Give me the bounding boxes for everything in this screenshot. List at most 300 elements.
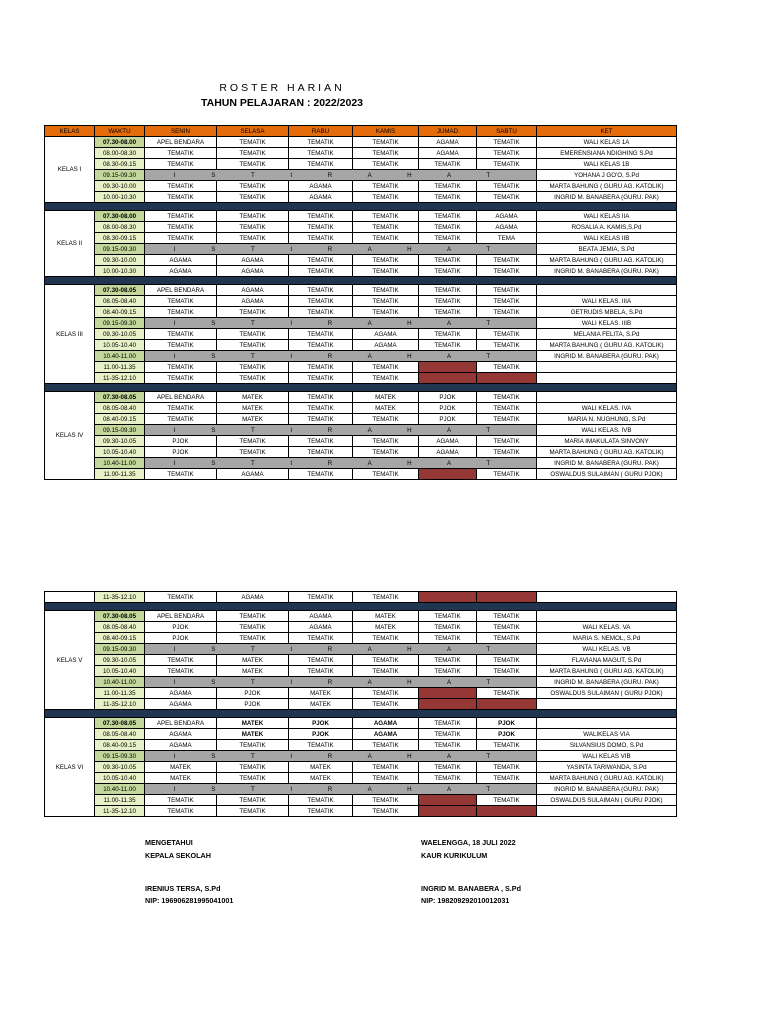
subject-cell: TEMATIK (419, 666, 477, 677)
subject-cell: AGAMA (217, 285, 289, 296)
table-row (45, 729, 677, 740)
subject-cell: TEMATIK (419, 762, 477, 773)
subject-cell: TEMATIK (217, 192, 289, 203)
sig-left-name: IRENIUS TERSA, S.Pd (145, 884, 221, 893)
ket-cell: INGRID M. BANABERA (GURU. PAK) (537, 458, 677, 469)
subject-cell: TEMATIK (419, 329, 477, 340)
subject-cell: AGAMA (419, 137, 477, 148)
subject-cell: TEMATIK (477, 137, 537, 148)
subject-cell: TEMATIK (145, 233, 217, 244)
empty-slot-cell (477, 806, 537, 817)
table-row (45, 373, 677, 384)
ket-cell (537, 806, 677, 817)
subject-cell: TEMATIK (353, 296, 419, 307)
subject-cell: TEMATIK (145, 329, 217, 340)
subject-cell: TEMATIK (217, 233, 289, 244)
empty-slot-cell (419, 688, 477, 699)
empty-slot-cell (419, 373, 477, 384)
subject-cell: TEMATIK (289, 340, 353, 351)
subject-cell: TEMATIK (145, 148, 217, 159)
istirahat-cell: I S T I R A H A T (145, 784, 537, 795)
ket-cell: MARTA BAHUNG ( GURU AG. KATOLIK) (537, 340, 677, 351)
subject-cell: TEMATIK (217, 159, 289, 170)
subject-cell: TEMATIK (289, 806, 353, 817)
subject-cell: TEMATIK (289, 255, 353, 266)
column-header: SELASA (217, 126, 289, 137)
subject-cell: TEMATIK (353, 655, 419, 666)
subject-cell: TEMATIK (353, 307, 419, 318)
ket-cell: INGRID M. BANABERA (GURU. PAK) (537, 351, 677, 362)
subject-cell: TEMATIK (419, 611, 477, 622)
subject-cell: PJOK (145, 633, 217, 644)
table-row (45, 740, 677, 751)
table-row (45, 211, 677, 222)
time-cell: 09.30-10.05 (95, 436, 145, 447)
time-cell: 09.15-09.30 (95, 751, 145, 762)
table-row (45, 447, 677, 458)
istirahat-cell: I S T I R A H A T (145, 751, 537, 762)
subject-cell: TEMATIK (353, 762, 419, 773)
empty-slot-cell (477, 699, 537, 710)
roster-table-page2 (44, 591, 677, 817)
ket-cell: GETRUDIS MBELA, S.Pd (537, 307, 677, 318)
ket-cell (537, 285, 677, 296)
subject-cell: AGAMA (145, 688, 217, 699)
subject-cell: TEMATIK (289, 633, 353, 644)
subject-cell: TEMATIK (419, 633, 477, 644)
class-label: KELAS IV (45, 392, 95, 480)
time-cell: 10.05-10.40 (95, 666, 145, 677)
table-row (45, 622, 677, 633)
column-header: RABU (289, 126, 353, 137)
table-row (45, 255, 677, 266)
subject-cell: TEMATIK (419, 192, 477, 203)
time-cell: 11.00-11.35 (95, 795, 145, 806)
subject-cell: TEMATIK (217, 773, 289, 784)
subject-cell: TEMATIK (289, 233, 353, 244)
time-cell: 08.00-08.30 (95, 222, 145, 233)
ket-cell: INGRID M. BANABERA (GURU. PAK) (537, 784, 677, 795)
subject-cell: TEMATIK (353, 137, 419, 148)
class-label: KELAS III (45, 285, 95, 384)
subject-cell: TEMATIK (145, 403, 217, 414)
subject-cell: TEMATIK (353, 447, 419, 458)
subject-cell: TEMATIK (217, 740, 289, 751)
ket-cell: WALI KELAS. IIIA (537, 296, 677, 307)
class-separator (45, 277, 677, 285)
subject-cell: TEMATIK (145, 795, 217, 806)
subject-cell: TEMATIK (217, 436, 289, 447)
istirahat-cell: I S T I R A H A T (145, 425, 537, 436)
subject-cell: AGAMA (419, 447, 477, 458)
subject-cell: PJOK (419, 414, 477, 425)
subject-cell: AGAMA (217, 469, 289, 480)
subject-cell: TEMATIK (217, 622, 289, 633)
subject-cell: MATEK (289, 699, 353, 710)
subject-cell: TEMATIK (477, 795, 537, 806)
subject-cell: TEMATIK (145, 414, 217, 425)
subject-cell: TEMATIK (353, 773, 419, 784)
subject-cell: TEMATIK (353, 192, 419, 203)
table-row (45, 285, 677, 296)
break-row (45, 751, 677, 762)
time-cell: 11.00-11.35 (95, 688, 145, 699)
separator-cell (45, 277, 677, 285)
subject-cell: TEMATIK (419, 255, 477, 266)
ket-cell: YASINTA TARIWANDA, S.Pd (537, 762, 677, 773)
subject-cell: TEMATIK (289, 159, 353, 170)
subject-cell: AGAMA (289, 181, 353, 192)
time-cell: 09.30-10.00 (95, 255, 145, 266)
separator-cell (45, 384, 677, 392)
subject-cell: TEMATIK (477, 688, 537, 699)
subject-cell: TEMATIK (145, 307, 217, 318)
subject-cell: TEMATIK (289, 740, 353, 751)
subject-cell: TEMATIK (289, 296, 353, 307)
subject-cell: TEMATIK (353, 699, 419, 710)
ket-cell: ROSALIA A. KAMIS,S.Pd (537, 222, 677, 233)
time-cell: 11-35-12.10 (95, 699, 145, 710)
column-header: WAKTU (95, 126, 145, 137)
subject-cell: TEMATIK (477, 159, 537, 170)
subject-cell: TEMATIK (353, 740, 419, 751)
subject-cell: TEMATIK (217, 340, 289, 351)
page-title: ROSTER HARIAN (219, 82, 345, 94)
subject-cell: TEMATIK (353, 233, 419, 244)
page-subtitle: TAHUN PELAJARAN : 2022/2023 (200, 97, 364, 109)
subject-cell: MATEK (217, 729, 289, 740)
column-header: SABTU (477, 126, 537, 137)
subject-cell: PJOK (289, 729, 353, 740)
subject-cell: MATEK (217, 718, 289, 729)
empty-slot-cell (419, 469, 477, 480)
subject-cell: TEMATIK (419, 729, 477, 740)
subject-cell: TEMATIK (477, 255, 537, 266)
istirahat-cell: I S T I R A H A T (145, 318, 537, 329)
subject-cell: TEMATIK (353, 266, 419, 277)
class-separator (45, 384, 677, 392)
subject-cell: TEMA (477, 233, 537, 244)
subject-cell: TEMATIK (353, 222, 419, 233)
subject-cell: TEMATIK (289, 666, 353, 677)
break-row (45, 458, 677, 469)
subject-cell: AGAMA (419, 436, 477, 447)
subject-cell: TEMATIK (419, 266, 477, 277)
subject-cell: TEMATIK (289, 329, 353, 340)
time-cell: 08.05-08.40 (95, 296, 145, 307)
subject-cell: TEMATIK (217, 148, 289, 159)
empty-slot-cell (419, 699, 477, 710)
table-row (45, 392, 677, 403)
subject-cell: MATEK (353, 392, 419, 403)
time-cell: 10.05-10.40 (95, 447, 145, 458)
subject-cell: AGAMA (217, 592, 289, 603)
ket-cell: WALI KELAS IIB (537, 233, 677, 244)
break-row (45, 170, 677, 181)
subject-cell: TEMATIK (477, 447, 537, 458)
time-cell: 08.40-09.15 (95, 633, 145, 644)
subject-cell: TEMATIK (289, 362, 353, 373)
subject-cell: MATEK (145, 762, 217, 773)
ket-cell: WALI KELAS 1B (537, 159, 677, 170)
time-cell: 07.30-08.00 (95, 137, 145, 148)
ket-cell: MARIA S. NEMOL, S.Pd (537, 633, 677, 644)
subject-cell: TEMATIK (289, 392, 353, 403)
time-cell: 08.40-09.15 (95, 414, 145, 425)
subject-cell: TEMATIK (353, 806, 419, 817)
break-row (45, 351, 677, 362)
ket-cell: FLAVIANA MAGUT, S.Pd (537, 655, 677, 666)
ket-cell (537, 611, 677, 622)
subject-cell: TEMATIK (289, 592, 353, 603)
table-row (45, 192, 677, 203)
separator-cell (45, 603, 677, 611)
subject-cell: TEMATIK (217, 795, 289, 806)
subject-cell: TEMATIK (289, 447, 353, 458)
sig-right-nip: NIP: 198209292010012031 (421, 896, 510, 905)
time-cell: 11-35-12.10 (95, 806, 145, 817)
subject-cell: AGAMA (353, 729, 419, 740)
subject-cell: MATEK (217, 392, 289, 403)
subject-cell: TEMATIK (217, 211, 289, 222)
table-row (45, 688, 677, 699)
table-row (45, 611, 677, 622)
time-cell: 09.30-10.00 (95, 181, 145, 192)
subject-cell: TEMATIK (289, 795, 353, 806)
table-row (45, 340, 677, 351)
subject-cell: APEL BENDARA (145, 137, 217, 148)
table-row (45, 633, 677, 644)
subject-cell: AGAMA (289, 622, 353, 633)
subject-cell: TEMATIK (145, 592, 217, 603)
ket-cell: BEATA JEMIA, S.Pd (537, 244, 677, 255)
subject-cell: TEMATIK (353, 666, 419, 677)
column-header: JUMAD (419, 126, 477, 137)
subject-cell: TEMATIK (353, 159, 419, 170)
ket-cell: SILVANSIUS DOMO, S.Pd (537, 740, 677, 751)
table-row (45, 362, 677, 373)
time-cell: 07.30-08.05 (95, 611, 145, 622)
time-cell: 11.00-11.35 (95, 469, 145, 480)
time-cell: 10.40-11.00 (95, 677, 145, 688)
time-cell: 07.30-08.05 (95, 285, 145, 296)
subject-cell: TEMATIK (477, 740, 537, 751)
subject-cell: TEMATIK (145, 159, 217, 170)
time-cell: 11.00-11.35 (95, 362, 145, 373)
subject-cell: TEMATIK (477, 611, 537, 622)
subject-cell: TEMATIK (217, 362, 289, 373)
table-row (45, 592, 677, 603)
subject-cell: MATEK (145, 773, 217, 784)
table-row (45, 699, 677, 710)
subject-cell: TEMATIK (477, 403, 537, 414)
sig-left-line1: MENGETAHUI (145, 838, 193, 847)
istirahat-cell: I S T I R A H A T (145, 244, 537, 255)
table-row (45, 436, 677, 447)
ket-cell (537, 373, 677, 384)
table-row (45, 329, 677, 340)
subject-cell: TEMATIK (353, 688, 419, 699)
ket-cell: YOHANA J GO'O, S.Pd (537, 170, 677, 181)
table-row (45, 666, 677, 677)
time-cell: 07.30-08.05 (95, 718, 145, 729)
time-cell: 08.05-08.40 (95, 403, 145, 414)
subject-cell: AGAMA (289, 611, 353, 622)
ket-cell: INGRID M. BANABERA (GURU. PAK) (537, 266, 677, 277)
subject-cell: TEMATIK (145, 469, 217, 480)
subject-cell: TEMATIK (145, 806, 217, 817)
ket-cell: WALI KELAS 1A (537, 137, 677, 148)
subject-cell: TEMATIK (419, 655, 477, 666)
time-cell: 08.05-08.40 (95, 622, 145, 633)
table-row (45, 159, 677, 170)
time-cell: 11-35-12.10 (95, 373, 145, 384)
class-separator (45, 603, 677, 611)
time-cell: 09.15-09.30 (95, 170, 145, 181)
column-header: KELAS (45, 126, 95, 137)
subject-cell: TEMATIK (353, 436, 419, 447)
table-row (45, 137, 677, 148)
ket-cell: MELANIA FELITA, S.Pd (537, 329, 677, 340)
subject-cell: TEMATIK (477, 469, 537, 480)
empty-slot-cell (419, 592, 477, 603)
subject-cell: TEMATIK (217, 137, 289, 148)
empty-slot-cell (419, 806, 477, 817)
subject-cell: AGAMA (217, 255, 289, 266)
ket-cell (537, 362, 677, 373)
break-row (45, 425, 677, 436)
ket-cell (537, 699, 677, 710)
istirahat-cell: I S T I R A H A T (145, 677, 537, 688)
sig-right-line2: KAUR KURIKULUM (421, 851, 488, 860)
subject-cell: TEMATIK (289, 266, 353, 277)
subject-cell: TEMATIK (477, 307, 537, 318)
separator-cell (45, 710, 677, 718)
time-cell: 07.30-08.05 (95, 392, 145, 403)
empty-slot-cell (419, 795, 477, 806)
time-cell: 08.30-09.15 (95, 233, 145, 244)
table-row (45, 795, 677, 806)
subject-cell: TEMATIK (353, 633, 419, 644)
time-cell: 08.40-09.15 (95, 740, 145, 751)
subject-cell: AGAMA (217, 266, 289, 277)
subject-cell: TEMATIK (145, 340, 217, 351)
subject-cell: TEMATIK (353, 592, 419, 603)
subject-cell: MATEK (289, 688, 353, 699)
ket-cell (537, 592, 677, 603)
time-cell: 10.00-10.30 (95, 266, 145, 277)
subject-cell: MATEK (217, 666, 289, 677)
time-cell: 10.05-10.40 (95, 773, 145, 784)
subject-cell: TEMATIK (145, 181, 217, 192)
ket-cell: WALI KELAS VIB (537, 751, 677, 762)
ket-cell: OSWALDUS SULAIMAN ( GURU PJOK) (537, 688, 677, 699)
subject-cell: TEMATIK (217, 611, 289, 622)
subject-cell: TEMATIK (353, 181, 419, 192)
subject-cell: TEMATIK (477, 762, 537, 773)
subject-cell: MATEK (217, 414, 289, 425)
ket-cell: MARTA BAHUNG ( GURU AG. KATOLIK) (537, 255, 677, 266)
istirahat-cell: I S T I R A H A T (145, 351, 537, 362)
class-separator (45, 710, 677, 718)
subject-cell: MATEK (353, 403, 419, 414)
istirahat-cell: I S T I R A H A T (145, 458, 537, 469)
ket-cell: MARTA BAHUNG ( GURU AG. KATOLIK) (537, 666, 677, 677)
sig-left-nip: NIP: 196906281995041001 (145, 896, 234, 905)
subject-cell: PJOK (217, 688, 289, 699)
class-label: KELAS V (45, 611, 95, 710)
time-cell: 08.40-09.15 (95, 307, 145, 318)
table-row (45, 718, 677, 729)
column-header: KET (537, 126, 677, 137)
subject-cell: TEMATIK (477, 436, 537, 447)
subject-cell: MATEK (289, 773, 353, 784)
ket-cell: OSWALDUS SULAIMAN ( GURU PJOK) (537, 795, 677, 806)
time-cell: 10.40-11.00 (95, 351, 145, 362)
subject-cell: TEMATIK (145, 296, 217, 307)
subject-cell: TEMATIK (477, 655, 537, 666)
subject-cell: TEMATIK (217, 447, 289, 458)
subject-cell: TEMATIK (145, 666, 217, 677)
subject-cell: AGAMA (145, 729, 217, 740)
ket-cell (537, 718, 677, 729)
time-cell: 10.00-10.30 (95, 192, 145, 203)
subject-cell: MATEK (353, 622, 419, 633)
subject-cell: TEMATIK (419, 181, 477, 192)
subject-cell: TEMATIK (353, 255, 419, 266)
subject-cell: TEMATIK (217, 307, 289, 318)
subject-cell: TEMATIK (289, 211, 353, 222)
subject-cell: APEL BENDARA (145, 718, 217, 729)
subject-cell: APEL BENDARA (145, 285, 217, 296)
subject-cell: TEMATIK (477, 666, 537, 677)
ket-cell: MARTA BAHUNG ( GURU AG. KATOLIK) (537, 773, 677, 784)
subject-cell: AGAMA (477, 211, 537, 222)
header-row (45, 126, 677, 137)
table-row (45, 307, 677, 318)
ket-cell: MARIA IMAKULATA SINVONY (537, 436, 677, 447)
subject-cell: TEMATIK (477, 414, 537, 425)
subject-cell: AGAMA (145, 699, 217, 710)
break-row (45, 318, 677, 329)
table-row (45, 773, 677, 784)
table-row (45, 296, 677, 307)
subject-cell: TEMATIK (477, 148, 537, 159)
subject-cell: TEMATIK (419, 773, 477, 784)
ket-cell: WALIKELAS VIA (537, 729, 677, 740)
subject-cell: AGAMA (289, 192, 353, 203)
subject-cell: TEMATIK (289, 148, 353, 159)
table-row (45, 148, 677, 159)
break-row (45, 677, 677, 688)
ket-cell: EMERENSIANA NDIGHING S.Pd (537, 148, 677, 159)
subject-cell: TEMATIK (353, 362, 419, 373)
table-row (45, 469, 677, 480)
subject-cell: TEMATIK (419, 296, 477, 307)
sig-right-line1: WAELENGGA, 18 JULI 2022 (421, 838, 516, 847)
subject-cell: TEMATIK (217, 329, 289, 340)
subject-cell: TEMATIK (419, 285, 477, 296)
time-cell: 09.15-09.30 (95, 318, 145, 329)
sig-right-name: INGRID M. BANABERA , S.Pd (421, 884, 521, 893)
subject-cell: TEMATIK (289, 222, 353, 233)
subject-cell: AGAMA (145, 740, 217, 751)
subject-cell: TEMATIK (419, 340, 477, 351)
table-row (45, 222, 677, 233)
subject-cell: TEMATIK (353, 795, 419, 806)
subject-cell: TEMATIK (419, 233, 477, 244)
subject-cell: TEMATIK (289, 469, 353, 480)
